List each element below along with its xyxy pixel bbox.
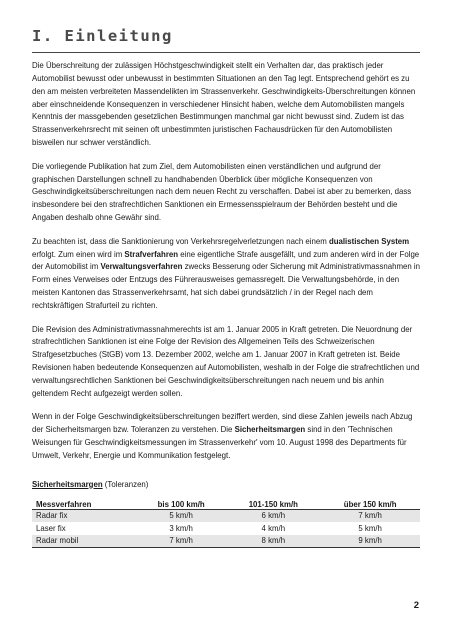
bold-term: Sicherheitsmargen (234, 425, 306, 435)
table-row (32, 509, 420, 522)
table-cell: 5 km/h (320, 522, 420, 535)
heading-rule (32, 52, 420, 53)
column-header: Messverfahren (32, 496, 136, 510)
body-text (32, 60, 420, 462)
page-number: 2 (413, 600, 419, 611)
table-row (32, 535, 420, 548)
paragraph (32, 411, 420, 462)
column-header: 101-150 km/h (226, 496, 320, 510)
table-cell: 7 km/h (136, 535, 226, 548)
paragraph (32, 161, 420, 225)
text-segment: sind in den 'Technischen Weisungen für Geschwindigkeitsmessungen im Strassenverkehr' vom 10. August 1998 des Departments für Umwelt, Verkehr, Energie und Kommunikation festgelegt. (32, 425, 407, 460)
table-cell: 6 km/h (226, 509, 320, 522)
table-title-bold: Sicherheitsmargen (32, 479, 103, 489)
section-heading: I. Einleitung (32, 27, 173, 45)
text-segment: Wenn in der Folge Geschwindigkeitsüberschreitungen beziffert werden, sind diese Zahlen jeweils nach Abzug der Sicherheitsmargen bzw. Toleranzen zu verstehen. Die (32, 412, 413, 435)
column-header: über 150 km/h (320, 496, 420, 510)
text-segment: Die vorliegende Publikation hat zum Ziel, dem Automobilisten einen verständlichen und aufgrund der graphischen Darstellungen schnell zu handhabenden Überblick über mögliche Konsequenzen von Geschwindigkeitsüberschreitungen nach dem neuen Recht zu verschaffen. Dabei ist aber zu bemerken, dass insbesondere bei den strafrechtlichen Sanktionen ein Ermessensspielraum der Behörden besteht und die Angaben deshalb ohne Gewähr sind. (32, 161, 412, 223)
bold-term: Verwaltungsverfahren (100, 262, 183, 272)
table-row (32, 522, 420, 535)
table-cell: 4 km/h (226, 522, 320, 535)
table-cell: Radar fix (32, 509, 136, 522)
text-segment: erfolgt. Zum einen wird im (32, 249, 125, 259)
paragraph (32, 324, 420, 401)
table-body (32, 509, 420, 548)
table-title (32, 479, 420, 491)
table-cell: 5 km/h (136, 509, 226, 522)
table-header-row (32, 496, 420, 510)
paragraph (32, 60, 420, 150)
text-segment: zwecks Besserung oder Sicherung mit Administrativmassnahmen in Form eines Verweises oder Entzugs des Führerausweises gemassregelt. Die Verwaltungsbehörde, in den meisten Kantonen das Strassenverkehrsamt, hat sich dabei grundsätzlich / in der Regel nach dem rechtskräftigen Strafurteil zu richten. (32, 262, 421, 310)
text-segment: Zu beachten ist, dass die Sanktionierung von Verkehrsregelverletzungen nach einem (32, 236, 329, 246)
table-cell: Radar mobil (32, 535, 136, 548)
table-cell: 8 km/h (226, 535, 320, 548)
table-cell: 9 km/h (320, 535, 420, 548)
document-page (32, 26, 420, 548)
table-cell: Laser fix (32, 522, 136, 535)
safety-margin-table (32, 496, 420, 549)
bold-term: Strafverfahren (124, 249, 179, 259)
column-header: bis 100 km/h (136, 496, 226, 510)
text-segment: Die Überschreitung der zulässigen Höchstgeschwindigkeit stellt ein Verhalten dar, das praktisch jeder Automobilist bewusst oder unbewusst in bestimmten Situationen an den Tag legt. Entsprechend gehört es zu den am meisten verbreiteten Massendelikten im Strassenverkehr. Geschwindigkeits-Überschreitungen können aber einschneidende Konsequenzen in verschiedener Hinsicht haben, welche dem Automobilisten mangels Kenntnis der massgebenden gesetzlichen Bestimmungen manchmal gar nicht bewusst sind. Zudem ist das Strassenverkehrsrecht mit seinen oft unbestimmten juristischen Fachausdrücken für den Automobilisten bisweilen nur schwer verständlich. (32, 61, 416, 148)
text-segment: Die Revision des Administrativmassnahmerechts ist am 1. Januar 2005 in Kraft getreten. Die Neuordnung der strafrechtlichen Sanktionen ist eine Folge der Revision des Allgemeinen Teils des Schweizerischen Strafgesetzbuches (StGB) vom 13. Dezember 2002, welche am 1. Januar 2007 in Kraft getreten ist. Beide Revisionen haben bedeutende Konsequenzen auf Automobilisten, weshalb in der Folge die strafrechtlichen und verwaltungsrechtlichen Sanktionen bei Geschwindigkeitsüberschreitungen nach neuem und bis anhin geltendem Recht aufgezeigt werden sollen. (32, 324, 420, 398)
text-segment: eine eigentliche Strafe ausgefällt, und zum anderen wird in der Folge der Automobilist im (32, 249, 420, 272)
table-cell: 3 km/h (136, 522, 226, 535)
paragraph (32, 236, 420, 313)
bold-term: dualistischen System (328, 236, 410, 246)
table-cell: 7 km/h (320, 509, 420, 522)
table-title-rest: (Toleranzen) (102, 479, 149, 489)
